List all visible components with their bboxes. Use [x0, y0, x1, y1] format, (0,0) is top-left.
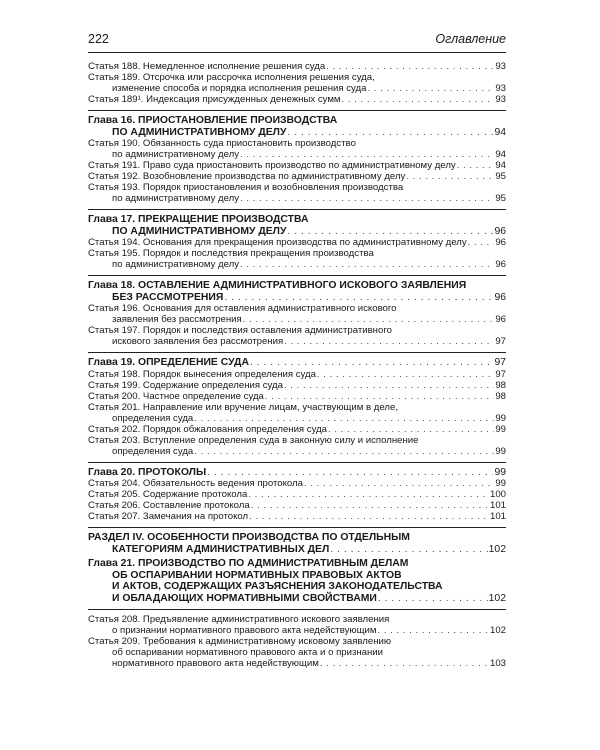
toc-article[interactable] [88, 248, 506, 270]
page-ref: 96 [494, 225, 506, 237]
leader-dots [265, 391, 494, 402]
toc-line-text: Статья 201. Направление или вручение лицам, участвующим в деле, [88, 401, 399, 413]
toc-article[interactable] [88, 636, 506, 669]
page-ref: 95 [495, 171, 506, 182]
toc-line-text: И ОБЛАДАЮЩИХ НОРМАТИВНЫМИ СВОЙСТВАМИ [112, 592, 377, 604]
toc-line-text: искового заявления без рассмотрения [112, 336, 284, 347]
leader-dots [287, 226, 493, 238]
toc-line-text: Статья 202. Порядок обжалования определения суда [88, 423, 328, 435]
toc-line-text: Статья 203. Вступление определения суда в законную силу и исполнение [88, 434, 419, 446]
leader-dots [250, 357, 493, 369]
page-ref: 98 [495, 390, 506, 402]
toc-article[interactable] [88, 369, 506, 380]
toc-article[interactable] [88, 138, 506, 160]
toc-line-text: Статья 194. Основания для прекращения производства по административному делу [88, 237, 467, 248]
toc-line-text: Статья 200. Частное определение суда [88, 390, 264, 402]
page-ref: 99 [495, 478, 506, 489]
toc-line-text: Глава 17. ПРЕКРАЩЕНИЕ ПРОИЗВОДСТВА [88, 214, 309, 225]
toc-line [88, 413, 506, 424]
toc-line [88, 424, 506, 435]
running-title: Оглавление [435, 32, 506, 46]
toc-line [88, 171, 506, 182]
page-ref: 97 [494, 357, 506, 368]
toc-line-text: И АКТОВ, СОДЕРЖАЩИХ РАЗЪЯСНЕНИЯ ЗАКОНОДАТЕЛЬСТВА [112, 581, 443, 592]
leader-dots [284, 380, 494, 391]
toc-line [88, 292, 506, 304]
toc-article[interactable] [88, 402, 506, 424]
toc-line-text: по административному делу [112, 193, 240, 204]
leader-dots [457, 160, 495, 171]
page-ref: 93 [495, 83, 506, 94]
toc-line [88, 369, 506, 380]
leader-dots [243, 314, 495, 325]
toc-line-text: определения суда [112, 412, 194, 424]
leader-dots [377, 625, 489, 636]
page-ref: 96 [495, 237, 506, 248]
toc-line [88, 625, 506, 636]
toc-line [88, 149, 506, 160]
toc-line [88, 658, 506, 669]
leader-dots [468, 237, 495, 248]
toc-article[interactable] [88, 303, 506, 325]
page-header [88, 32, 506, 53]
toc-article[interactable] [88, 94, 506, 105]
toc-article[interactable] [88, 489, 506, 500]
leader-dots [251, 500, 489, 511]
page-ref: 99 [494, 466, 506, 478]
toc-line [88, 391, 506, 402]
toc-section-title[interactable] [88, 532, 506, 555]
page-ref: 102 [488, 543, 506, 555]
page-ref: 94 [495, 160, 506, 171]
leader-dots [249, 511, 489, 522]
leader-dots [328, 424, 494, 435]
toc-line-text: изменение способа и порядка исполнения решения суда [112, 83, 367, 94]
toc-line-text: ПО АДМИНИСТРАТИВНОМУ ДЕЛУ [112, 225, 287, 237]
toc-line-text: Статья 206. Составление протокола [88, 500, 250, 511]
toc-line-text: ОБ ОСПАРИВАНИИ НОРМАТИВНЫХ ПРАВОВЫХ АКТОВ [112, 569, 402, 581]
toc-line [88, 500, 506, 511]
toc-article[interactable] [88, 325, 506, 347]
toc-line-text: Статья 205. Содержание протокола [88, 489, 248, 500]
toc-line-text: Статья 198. Порядок вынесения определения суда [88, 368, 316, 380]
toc-line-text: Статья 199. Содержание определения суда [88, 379, 283, 391]
toc-line-text: Статья 192. Возобновление производства по административному делу [88, 171, 406, 182]
toc-line-text: РАЗДЕЛ IV. ОСОБЕННОСТИ ПРОИЗВОДСТВА ПО ОТДЕЛЬНЫМ [88, 532, 410, 543]
toc-article[interactable] [88, 72, 506, 94]
leader-dots [317, 369, 494, 380]
divider [88, 110, 506, 111]
page-ref: 102 [489, 625, 506, 636]
toc-line-text: Глава 20. ПРОТОКОЛЫ [88, 466, 207, 478]
toc-line-text: Глава 16. ПРИОСТАНОВЛЕНИЕ ПРОИЗВОДСТВА [88, 115, 338, 126]
toc-line [88, 446, 506, 457]
toc-line-text: Статья 208. Предъявление административного искового заявления [88, 614, 390, 625]
leader-dots [326, 61, 494, 72]
toc-line [88, 314, 506, 325]
toc-chapter-title[interactable] [88, 115, 506, 138]
toc-line [88, 160, 506, 171]
toc-line-text: Статья 195. Порядок и последствия прекращения производства [88, 248, 374, 259]
leader-dots [194, 413, 494, 424]
divider [88, 275, 506, 276]
toc-article[interactable] [88, 478, 506, 489]
page-ref: 94 [495, 149, 506, 160]
toc-line-text: Статья 196. Основания для оставления административного искового [88, 303, 397, 314]
leader-dots [194, 446, 494, 457]
page-ref: 98 [495, 379, 506, 391]
toc-line [88, 357, 506, 369]
toc-line [88, 544, 506, 556]
toc-line [88, 94, 506, 105]
toc-line [88, 511, 506, 522]
toc-line-text: Статья 189¹. Индексация присужденных денежных сумм [88, 94, 341, 105]
toc-article[interactable] [88, 435, 506, 457]
toc-article[interactable] [88, 391, 506, 402]
toc-line-text: Статья 190. Обязанность суда приостановить производство [88, 138, 356, 149]
page-ref: 100 [489, 489, 506, 500]
toc-article[interactable] [88, 182, 506, 204]
page-ref: 99 [495, 445, 506, 457]
page-ref: 94 [494, 126, 506, 138]
page-ref: 99 [495, 412, 506, 424]
toc-line-text: по административному делу [112, 149, 240, 160]
leader-dots [207, 467, 493, 479]
toc-article[interactable] [88, 237, 506, 248]
toc-chapter-title[interactable] [88, 558, 506, 604]
toc-line [88, 478, 506, 489]
toc-line-text: определения суда [112, 445, 194, 457]
page-ref: 97 [495, 368, 506, 380]
toc-line-text: Статья 189. Отсрочка или рассрочка исполнения решения суда, [88, 72, 375, 83]
toc-line-text: Статья 204. Обязательность ведения протокола [88, 478, 303, 489]
page-ref: 95 [495, 193, 506, 204]
toc-article[interactable] [88, 61, 506, 72]
toc-article[interactable] [88, 380, 506, 391]
leader-dots [284, 336, 494, 347]
toc-line-text: Статья 207. Замечания на протокол [88, 511, 249, 522]
toc-line-text: Глава 18. ОСТАВЛЕНИЕ АДМИНИСТРАТИВНОГО ИСКОВОГО ЗАЯВЛЕНИЯ [88, 280, 467, 291]
leader-dots [367, 83, 494, 94]
page-ref: 99 [495, 423, 506, 435]
toc-line-text: КАТЕГОРИЯМ АДМИНИСТРАТИВНЫХ ДЕЛ [112, 543, 330, 555]
toc-line [88, 193, 506, 204]
toc-line [88, 380, 506, 391]
page-ref: 102 [488, 592, 506, 604]
leader-dots [287, 127, 493, 139]
toc-article[interactable] [88, 614, 506, 636]
page-ref: 96 [495, 314, 506, 325]
leader-dots [248, 489, 489, 500]
toc-article[interactable] [88, 160, 506, 171]
toc-line-text: о признании нормативного правового акта недействующим [112, 625, 377, 636]
toc-article[interactable] [88, 424, 506, 435]
toc-chapter-title[interactable] [88, 467, 506, 479]
toc-line [88, 237, 506, 248]
toc-line [88, 127, 506, 139]
toc-line-text: Статья 188. Немедленное исполнение решения суда [88, 61, 326, 72]
toc-line [88, 467, 506, 479]
page-ref: 103 [489, 658, 506, 669]
toc-line-text: ПО АДМИНИСТРАТИВНОМУ ДЕЛУ [112, 126, 287, 138]
toc-line [88, 593, 506, 605]
leader-dots [330, 544, 487, 556]
leader-dots [304, 478, 494, 489]
page-number: 222 [88, 32, 109, 46]
toc-line [88, 259, 506, 270]
toc-line-text: Статья 197. Порядок и последствия оставления административного [88, 325, 392, 336]
toc-line [88, 61, 506, 72]
page-ref: 101 [489, 500, 506, 511]
toc-line [88, 226, 506, 238]
table-of-contents [88, 61, 506, 669]
divider [88, 609, 506, 610]
leader-dots [240, 259, 494, 270]
toc-article[interactable] [88, 511, 506, 522]
toc-line [88, 83, 506, 94]
leader-dots [342, 94, 495, 105]
toc-line [88, 489, 506, 500]
leader-dots [224, 292, 493, 304]
page-ref: 96 [494, 291, 506, 303]
toc-article[interactable] [88, 500, 506, 511]
toc-line-text: нормативного правового акта недействующим [112, 658, 319, 669]
toc-line-text: Статья 193. Порядок приостановления и возобновления производства [88, 182, 404, 193]
toc-line-text: по административному делу [112, 259, 240, 270]
toc-line-text: Глава 19. ОПРЕДЕЛЕНИЕ СУДА [88, 357, 249, 368]
leader-dots [240, 193, 494, 204]
toc-chapter-title[interactable] [88, 357, 506, 369]
divider [88, 352, 506, 353]
page-ref: 97 [495, 336, 506, 347]
divider [88, 527, 506, 528]
toc-line [88, 336, 506, 347]
page-ref: 101 [489, 511, 506, 522]
leader-dots [406, 171, 494, 182]
leader-dots [240, 149, 494, 160]
toc-chapter-title[interactable] [88, 280, 506, 303]
toc-line-text: Глава 21. ПРОИЗВОДСТВО ПО АДМИНИСТРАТИВНЫМ ДЕЛАМ [88, 558, 409, 569]
toc-article[interactable] [88, 171, 506, 182]
toc-line-text: заявления без рассмотрения [112, 314, 242, 325]
page-ref: 96 [495, 259, 506, 270]
toc-line-text: БЕЗ РАССМОТРЕНИЯ [112, 291, 224, 303]
page-ref: 93 [495, 94, 506, 105]
divider [88, 462, 506, 463]
toc-line-text: Статья 191. Право суда приостановить производство по административному делу [88, 160, 456, 171]
toc-chapter-title[interactable] [88, 214, 506, 237]
divider [88, 209, 506, 210]
toc-line-text: об оспаривании нормативного правового акта и о признании [112, 647, 384, 658]
toc-page [88, 32, 506, 669]
leader-dots [378, 593, 488, 605]
toc-line-text: Статья 209. Требования к административному исковому заявлению [88, 636, 392, 647]
leader-dots [320, 658, 489, 669]
page-ref: 93 [495, 61, 506, 72]
